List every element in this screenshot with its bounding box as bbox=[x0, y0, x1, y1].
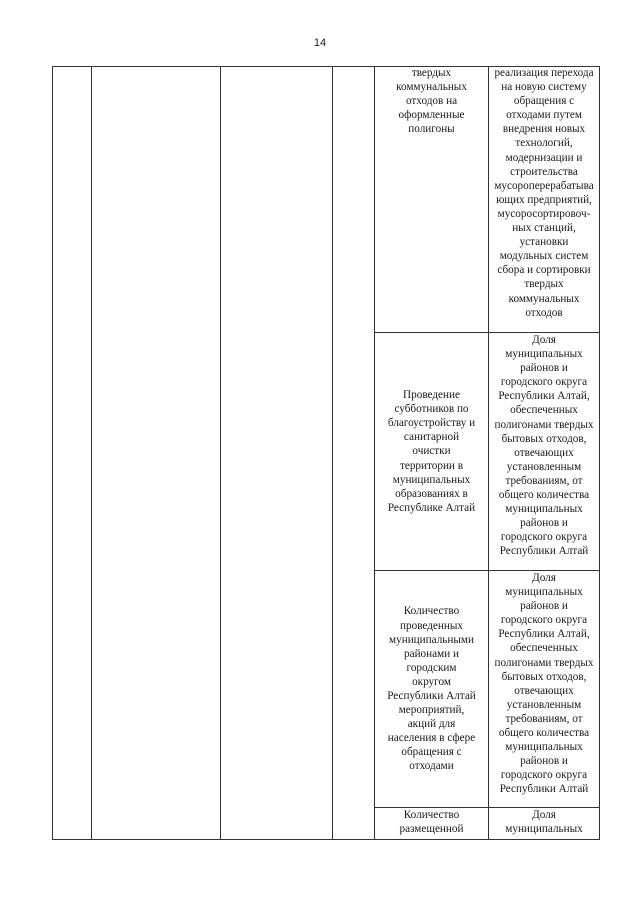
text-line: строительства bbox=[510, 165, 578, 178]
text-line: населения в сфере bbox=[387, 732, 476, 745]
text-line: ющих предприятий, bbox=[496, 193, 592, 206]
text-line: мусороперерабатыва bbox=[494, 179, 594, 192]
text-line: районов и bbox=[520, 755, 568, 768]
text-line: образованиях в bbox=[395, 487, 468, 500]
text-line: Республики Алтай bbox=[499, 783, 589, 796]
text-line: благоустройству и bbox=[387, 417, 476, 430]
text-line: отходов на bbox=[405, 95, 458, 108]
text-line: территории в bbox=[399, 459, 463, 472]
column-divider bbox=[91, 66, 92, 840]
text-line: полигонами твердых bbox=[494, 656, 594, 669]
text-line: Республики Алтай bbox=[387, 690, 476, 702]
text-line: Республике Алтай bbox=[387, 501, 476, 514]
text-line: модульных систем bbox=[499, 250, 589, 263]
text-line: обеспеченных bbox=[510, 642, 578, 655]
text-line: бытовых отходов, bbox=[501, 670, 587, 683]
text-line: твердых bbox=[524, 278, 564, 291]
text-line: Доля bbox=[532, 809, 556, 821]
text-line: требованиям, от bbox=[505, 474, 583, 487]
text-line: районами и bbox=[404, 647, 459, 660]
text-line: городского округа bbox=[500, 531, 588, 544]
text-line: обеспеченных bbox=[510, 404, 578, 417]
text-line: общего количества bbox=[498, 727, 590, 740]
text-line: Проведение bbox=[403, 389, 460, 402]
text-line: муниципальных bbox=[505, 348, 583, 361]
table-row-4-indicator bbox=[489, 808, 599, 839]
column-divider bbox=[332, 66, 333, 840]
text-line: Доля bbox=[532, 334, 556, 346]
text-line: установленным bbox=[506, 698, 582, 711]
text-line: размещенной bbox=[399, 823, 464, 836]
text-line: городского округа bbox=[500, 376, 588, 389]
page-number: 14 bbox=[313, 37, 327, 49]
table-row-2-indicator bbox=[489, 333, 599, 570]
text-line: Количество bbox=[403, 605, 460, 618]
text-line: мероприятий, bbox=[398, 704, 465, 717]
text-line: обращения с bbox=[401, 746, 462, 759]
text-line: Доля bbox=[532, 572, 556, 584]
text-line: общего количества bbox=[498, 489, 590, 502]
text-line: мусоросортировоч- bbox=[497, 207, 591, 220]
text-line: полигоны bbox=[408, 123, 455, 136]
text-line: Республики Алтай, bbox=[498, 628, 590, 641]
text-line: муниципальными bbox=[389, 633, 474, 646]
text-line: муниципальных bbox=[505, 586, 583, 599]
text-line: коммунальных bbox=[508, 292, 580, 305]
program-table bbox=[52, 66, 600, 840]
text-line: обращения с bbox=[513, 95, 575, 108]
text-line: районов и bbox=[520, 362, 568, 375]
text-line: районов и bbox=[520, 517, 568, 530]
text-line: городского округа bbox=[500, 769, 588, 782]
text-line: ных станций, bbox=[512, 222, 576, 235]
text-line: Республики Алтай, bbox=[498, 390, 590, 403]
text-line: городским bbox=[406, 661, 457, 674]
table-row-2-activity bbox=[375, 333, 488, 570]
table-row-4-activity bbox=[375, 808, 488, 839]
text-line: отходов bbox=[525, 306, 563, 319]
text-line: установленным bbox=[506, 460, 582, 473]
text-line: требованиям, от bbox=[505, 712, 583, 725]
text-line: бытовых отходов, bbox=[501, 432, 587, 445]
table-border-left bbox=[52, 66, 53, 840]
text-line: Республики Алтай bbox=[499, 545, 589, 558]
text-line: модернизации и bbox=[505, 151, 583, 164]
table-border-right bbox=[599, 66, 600, 840]
text-line: муниципальных bbox=[505, 503, 583, 516]
text-line: проведенных bbox=[400, 619, 463, 632]
text-line: реализация перехода bbox=[494, 67, 594, 79]
text-line: муниципальных bbox=[505, 741, 583, 754]
text-line: акций для bbox=[407, 718, 456, 731]
text-line: Количество bbox=[403, 809, 460, 821]
table-row-3-indicator bbox=[489, 571, 599, 807]
text-line: санитарной bbox=[403, 431, 460, 444]
text-line: оформленные bbox=[398, 109, 465, 122]
text-line: технологий, bbox=[515, 137, 573, 150]
text-line: внедрения новых bbox=[502, 123, 586, 136]
text-line: районов и bbox=[520, 600, 568, 613]
text-line: отвечающих bbox=[514, 684, 574, 697]
text-line: отвечающих bbox=[514, 446, 574, 459]
text-line: округом bbox=[412, 675, 451, 688]
text-line: сбора и сортировки bbox=[497, 264, 591, 277]
text-line: коммунальных bbox=[396, 81, 467, 94]
text-line: субботников по bbox=[394, 403, 469, 416]
table-border-bottom bbox=[52, 839, 600, 840]
text-line: отходами bbox=[409, 760, 454, 773]
table-row-1-indicator bbox=[489, 66, 599, 332]
table-row-3-activity bbox=[375, 571, 488, 807]
text-line: полигонами твердых bbox=[494, 418, 594, 431]
text-line: городского округа bbox=[500, 614, 588, 627]
text-line: твердых bbox=[411, 67, 452, 79]
text-line: на новую систему bbox=[501, 81, 587, 94]
text-line: очистки bbox=[412, 445, 451, 458]
text-line: муниципальных bbox=[505, 823, 583, 836]
text-line: отходами путем bbox=[506, 109, 582, 122]
column-divider bbox=[220, 66, 221, 840]
table-row-1-activity bbox=[375, 66, 488, 332]
text-line: установки bbox=[519, 236, 569, 249]
text-line: муниципальных bbox=[392, 473, 471, 486]
